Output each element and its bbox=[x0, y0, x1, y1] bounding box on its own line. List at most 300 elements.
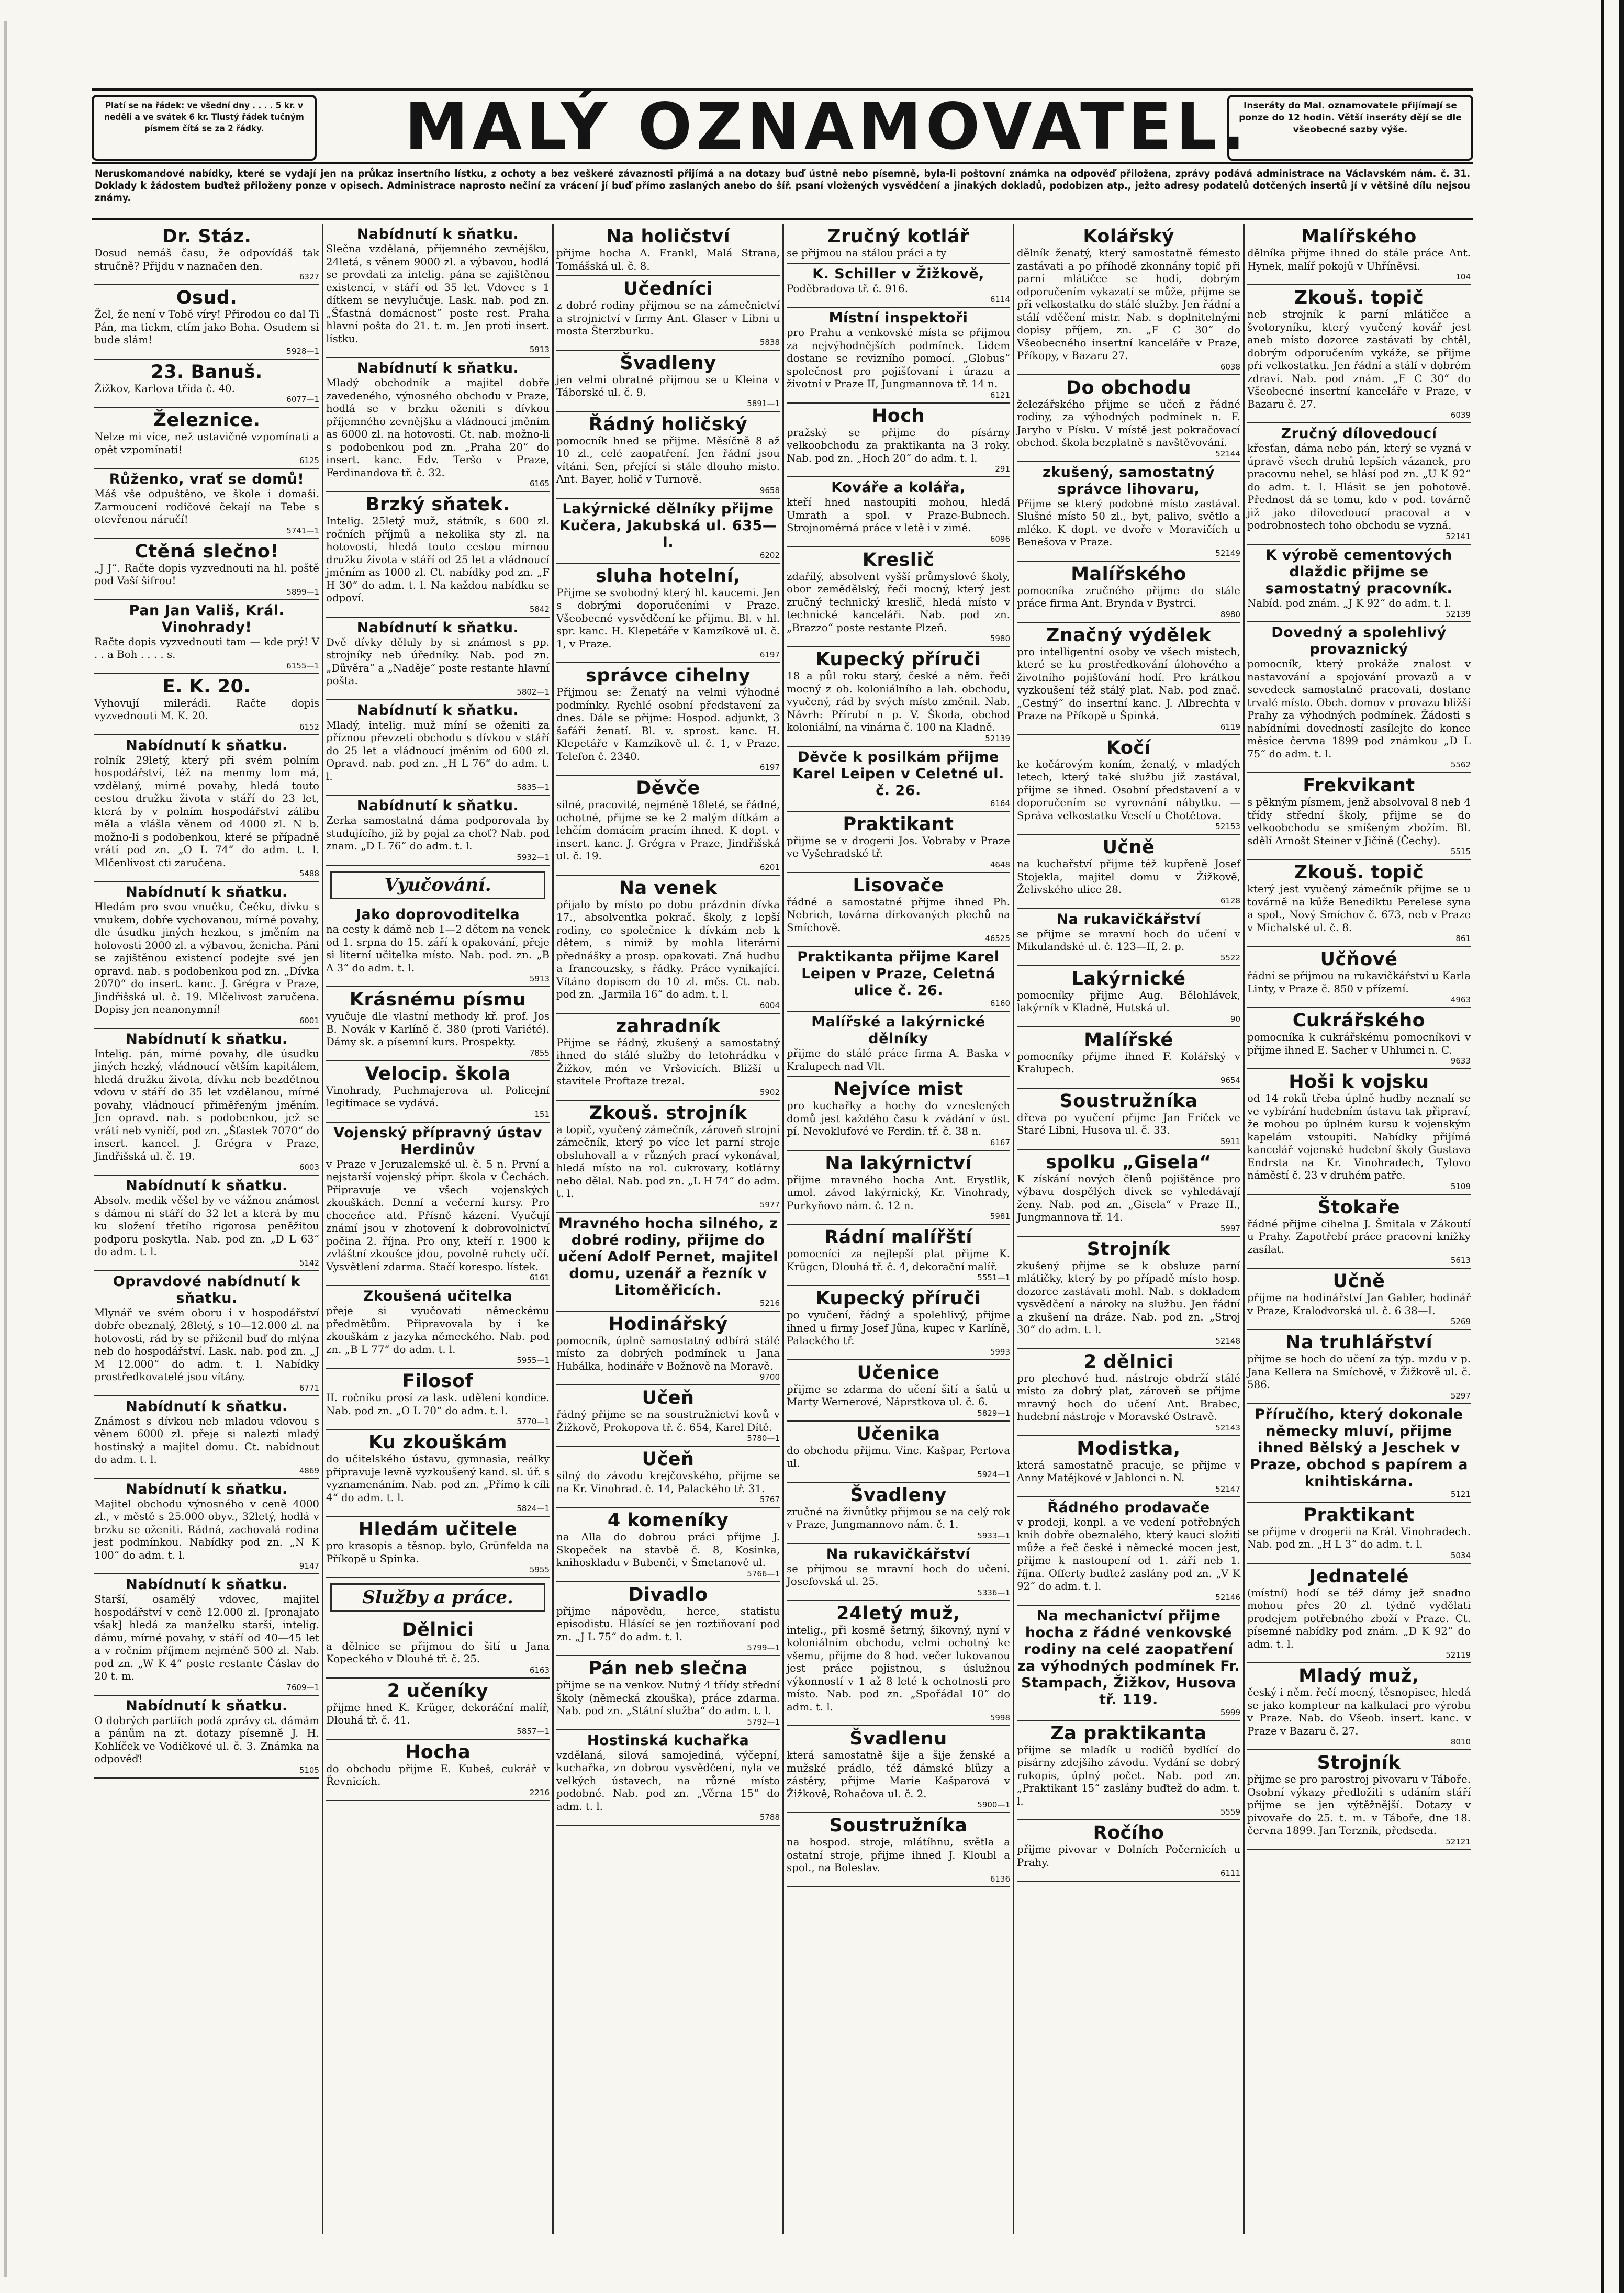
ad-reference-number: 5767 bbox=[759, 1495, 780, 1504]
ad-reference-number: 6202 bbox=[759, 550, 780, 560]
ad-reference-number: 4869 bbox=[299, 1466, 319, 1475]
ad-text: řádní se přijmou na rukavičkářství u Karla Linty, v Praze č. 850 v přízemí. bbox=[1247, 970, 1471, 995]
classified-ad bbox=[1017, 1237, 1240, 1349]
ad-heading: spolku „Gisela“ bbox=[1046, 1151, 1212, 1173]
ad-reference-number: 6136 bbox=[990, 1874, 1010, 1884]
ad-reference-number: 5835—1 bbox=[517, 782, 550, 792]
classified-ad bbox=[94, 735, 319, 882]
ad-reference-number: 5913 bbox=[529, 974, 550, 983]
ad-text: kteří hned nastoupiti mohou, hledá Umrath a spol. v Praze-Bubnech. Strojnoměrná práce v letě i v zimě. bbox=[787, 496, 1010, 534]
classified-ad bbox=[1247, 285, 1471, 423]
ad-heading: Soustružníka bbox=[1059, 1090, 1198, 1112]
classified-ad bbox=[326, 358, 550, 492]
ad-heading: Vojenský přípravný ústav Herdinův bbox=[333, 1124, 542, 1158]
ad-text: Dvě dívky děluly by si známost s pp. strojníky neb úředníky. Nab. pod zn. „Důvěra“ a „Naděje“ poste restante hlavní pošta. bbox=[326, 636, 550, 687]
ad-reference-number: 6201 bbox=[759, 862, 780, 872]
ad-heading: Lisovače bbox=[853, 875, 944, 896]
ad-heading: Kreslič bbox=[862, 549, 935, 571]
ad-text: vzdělaná, silová samojediná, výčepní, kuchařka, zn dobrou vysvědčení, nyla ve velkých ústavech, na různé místo podobné. Nab. pod zn. „Věrna 15“ do adm. t. l. bbox=[556, 1749, 780, 1813]
ad-reference-number: 5034 bbox=[1450, 1550, 1471, 1560]
ad-reference-number: 5488 bbox=[299, 869, 319, 878]
ad-heading: Nabídnutí k sňatku. bbox=[126, 1031, 288, 1047]
ad-text: přijalo by místo po dobu prázdnin dívka 17., absolventka pokrač. školy, z lepší rodiny, co společnice k dívkám neb k dětem, s nimiž by mohla literární přednášky a prosp. opakovati. Zná hudbu a francouzsky, s řádky. Práce vynikající. Vítáno dopisem do 10 zl. měs. Ct. nab. pod zn. „Jarmila 16“ do adm. t. l. bbox=[556, 898, 780, 1000]
ad-reference-number: 7609—1 bbox=[286, 1682, 319, 1692]
ad-reference-number: 9633 bbox=[1450, 1056, 1471, 1066]
classified-ad bbox=[326, 796, 550, 866]
ad-reference-number: 5741—1 bbox=[286, 525, 319, 535]
ad-text: přijme se pro parostroj pivovaru v Táboře. Osobní výkazy předložiti s udáním stáří přijme se jen výtěžnější. Dotazy v pivovaře do 25. t. m. v Táboře, dne 18. června 1899. Jan Terzník, předseda. bbox=[1247, 1773, 1471, 1837]
ad-reference-number: 6119 bbox=[1220, 722, 1240, 732]
ad-reference-number: 5955 bbox=[529, 1565, 550, 1574]
ad-reference-number: 5838 bbox=[759, 337, 780, 347]
ad-text: která samostatně šije a šije ženské a mužské prádlo, též dámské blůzy a zástěry, přijme Marie Kašparová v Žižkově, Rohačova ul. č. 2. bbox=[787, 1749, 1010, 1800]
classified-ad bbox=[1017, 562, 1240, 623]
ad-reference-number: 6114 bbox=[990, 295, 1010, 304]
ad-heading: Učenika bbox=[856, 1423, 940, 1445]
column-4 bbox=[782, 224, 1013, 2234]
classified-ad bbox=[556, 663, 780, 776]
ad-reference-number: 2216 bbox=[529, 1787, 550, 1797]
classified-ad bbox=[326, 1061, 550, 1123]
classified-ad bbox=[1247, 1750, 1471, 1850]
ad-text: Přijme se svobodný který hl. kaucemi. Jen s dobrými doporučeními v Praze. Všeobecné vysvědčení ke přijmu. Bl. v hl. spr. kanc. H. Klepetáře v Kamzíkově ul. č. 1, v Praze. bbox=[556, 586, 780, 650]
ad-heading: Strojník bbox=[1317, 1752, 1401, 1773]
ad-reference-number: 52139 bbox=[1446, 609, 1471, 619]
ad-reference-number: 5899—1 bbox=[286, 587, 319, 597]
ad-reference-number: 291 bbox=[995, 464, 1010, 474]
classified-ad bbox=[1247, 947, 1471, 1008]
classified-ad bbox=[787, 1483, 1010, 1544]
ad-text: z dobré rodiny přijmou se na zámečnictví a strojnictví v firmy Ant. Glaser v Libni u mosta Šterzburku. bbox=[556, 299, 780, 337]
classified-ad bbox=[1017, 1027, 1240, 1089]
ad-text: přeje si vyučovati německému předmětům. Připravovala by i ke zkouškám z jazyka německého. Nab. pod zn. „B L 77“ do adm. t. l. bbox=[326, 1305, 550, 1356]
ad-reference-number: 5766—1 bbox=[747, 1569, 780, 1579]
ad-heading: Učně bbox=[1332, 1271, 1385, 1292]
ad-reference-number: 6111 bbox=[1220, 1869, 1240, 1878]
ad-heading: Učeň bbox=[642, 1388, 695, 1408]
ad-heading: Do obchodu bbox=[1066, 377, 1192, 398]
ad-reference-number: 5857—1 bbox=[517, 1726, 550, 1736]
ad-heading: Nabídnutí k sňatku. bbox=[356, 619, 519, 636]
classified-ad bbox=[556, 1447, 780, 1508]
classified-ad bbox=[94, 1271, 319, 1396]
classified-ad bbox=[1017, 224, 1240, 375]
ad-text: Starší, osamělý vdovec, majitel hospodářství v ceně 12.000 zl. [pronajato však] hledá za manželku starší, intelig. dámu, mírné povahy, v stáří od 40—45 let a v ročním příjmem nejméně 500 zl. Nab. pod zn. „W K 4“ poste restante Čáslav do 20 t. m. bbox=[94, 1593, 319, 1682]
ad-reference-number: 5928—1 bbox=[286, 346, 319, 356]
classified-ad bbox=[556, 564, 780, 664]
ad-heading: Učně bbox=[1102, 837, 1155, 858]
classified-ad bbox=[787, 404, 1010, 478]
ad-heading: Nabídnutí k sňatku. bbox=[126, 737, 288, 754]
ad-heading: Švadleny bbox=[850, 1484, 947, 1506]
ad-reference-number: 5269 bbox=[1450, 1317, 1471, 1326]
ad-heading: Filosof bbox=[402, 1371, 474, 1392]
classified-ad bbox=[94, 1574, 319, 1696]
ad-text: přijme nápovědu, herce, statistu episodistu. Hlásící se jen roztiňovaní pod zn. „J L 75“ do adm. t. l. bbox=[556, 1605, 780, 1643]
ad-heading: Soustružníka bbox=[829, 1815, 968, 1836]
ad-heading: 24letý muž, bbox=[836, 1603, 960, 1624]
ad-text: s pěkným písmem, jenž absolvoval 8 neb 4 třídy střední školy, přijme se do velkoobchodu se smíšeným zbožím. Bl. sdělí Arnošt Steiner v Jičíně (Čechy). bbox=[1247, 796, 1471, 847]
ad-text: přijme do stálé práce firma A. Baska v Kralupech nad Vlt. bbox=[787, 1047, 1010, 1072]
ad-reference-number: 6327 bbox=[299, 272, 319, 282]
column-5 bbox=[1013, 224, 1243, 2234]
ad-heading: Hledám učitele bbox=[358, 1519, 518, 1540]
classified-ad bbox=[1017, 1150, 1240, 1237]
classified-ad bbox=[1017, 1497, 1240, 1606]
classified-ad bbox=[556, 412, 780, 499]
classified-ad bbox=[556, 1656, 780, 1730]
ad-text: přijme se v drogerii Jos. Vobraby v Praze ve Vyšehradské tř. bbox=[787, 834, 1010, 859]
ad-reference-number: 5799—1 bbox=[747, 1643, 780, 1652]
ad-heading: Železnice. bbox=[153, 410, 261, 431]
ad-text: Intelig. 25letý muž, státník, s 600 zl. ročních příjmů a nekolika sty zl. na hotovosti, hledá touto cestou mírnou družku života v stáří od 25 let a vládnoucí jměním as 1000 zl. Ct. nabídky pod zn. „F H 30“ do adm. t. l. Na každou nabídku se odpoví. bbox=[326, 515, 550, 604]
ad-reference-number: 5142 bbox=[299, 1258, 319, 1268]
page-edge-border bbox=[1619, 0, 1624, 2293]
ad-reference-number: 5522 bbox=[1220, 953, 1240, 963]
classified-ad bbox=[556, 1312, 780, 1386]
ad-heading: Strojník bbox=[1087, 1238, 1171, 1260]
ad-heading: Na lakýrnictví bbox=[825, 1153, 972, 1174]
classified-ad bbox=[94, 539, 319, 600]
ad-text: přijme se zdarma do učení šití a šatů u Marty Wernerové, Náprstkova ul. č. 6. bbox=[787, 1383, 1010, 1408]
ad-heading: Malířského bbox=[1071, 563, 1186, 585]
ad-reference-number: 5121 bbox=[1450, 1489, 1471, 1499]
classified-ad bbox=[556, 351, 780, 412]
ad-text: dělník ženatý, který samostatně fémesto zastávati a po příhodě zkonnány topič při parní mlátičce se hodí, dobrým odporučením vykazatí se může, přijme se při velkostatku do stálé služby. Jen řádní a stálí vděčení mistr. Nab. s doplnitelnými dopisy příjem, zn. „F C 30“ do Všeobecného insertní kanceláře v Praze, Příkopy, v Bazaru 27. bbox=[1017, 247, 1240, 362]
classified-ad bbox=[326, 1617, 550, 1679]
ad-heading: Hocha bbox=[405, 1741, 471, 1763]
classified-ad bbox=[556, 276, 780, 351]
ad-text: pomocníka zručného přijme do stále práce firma Ant. Brynda v Bystrci. bbox=[1017, 584, 1240, 609]
classified-ad bbox=[94, 882, 319, 1029]
classified-ad bbox=[1247, 1008, 1471, 1069]
classified-ad bbox=[1247, 860, 1471, 947]
ad-reference-number: 5109 bbox=[1450, 1181, 1471, 1191]
ad-reference-number: 5297 bbox=[1450, 1391, 1471, 1401]
ad-heading: Praktikant bbox=[1303, 1504, 1415, 1526]
ad-text: Mladý obchodník a majitel dobře zavedeného, výnosného obchodu v Praze, hodlá se v brzku oženiti s dívkou příjemného zevnějšku a vládnoucí jměním as 6000 zl. na hotovosti. Ct. nab. možno-li s podobenkou pod zn. „Praha 20“ do insert. kanc. Edv. Teršo v Praze, Ferdinandova tř. č. 32. bbox=[326, 377, 550, 479]
ad-reference-number: 5336—1 bbox=[977, 1587, 1010, 1597]
ad-reference-number: 5842 bbox=[529, 604, 550, 614]
ad-reference-number: 8980 bbox=[1220, 609, 1240, 619]
ad-text: křesťan, dáma nebo pán, který se vyzná v úpravě všech druhů lepších vázanek, pro pracovnu nehel, se hlásí pod zn. „U K 92“ do adm. t. l. Hlásit se jen pohotově. Přednost dá se tomu, kdo v pod. továrně již jako dílovedoucí pracoval a v podrobnostech toho obchodu se vyzná. bbox=[1247, 442, 1471, 531]
ad-heading: Růženko, vrať se domů! bbox=[109, 471, 305, 487]
ad-heading: Zručný kotlář bbox=[827, 226, 969, 247]
ad-text: K získání nových členů pojištěnce pro výbavu dospělých divek se vyhledávají ženy. Nab. pod zn. „Gisela“ v Praze II., Jungmannova tř. 14. bbox=[1017, 1172, 1240, 1223]
classified-ad bbox=[787, 1544, 1010, 1601]
ad-text: Žižkov, Karlova třída č. 40. bbox=[94, 382, 235, 395]
ad-heading: 23. Banuš. bbox=[151, 361, 263, 383]
ad-heading: Jednatelé bbox=[1308, 1565, 1409, 1587]
classified-ad bbox=[787, 947, 1010, 1012]
ad-heading: Ku zkouškám bbox=[368, 1432, 507, 1453]
ad-text: řádné přijme cihelna J. Šmitala v Zákoutí u Prahy. Zapotřebí práce pracovní knižky zasílat. bbox=[1247, 1217, 1471, 1256]
ad-text: dělníka přijme ihned do stále práce Ant. Hynek, malíř pokojů v Uhříněvsi. bbox=[1247, 247, 1471, 272]
classified-ad bbox=[787, 1813, 1010, 1887]
column-6 bbox=[1243, 224, 1473, 2234]
ad-heading: Velocip. škola bbox=[365, 1063, 511, 1084]
section-heading: Vyučování. bbox=[330, 871, 545, 900]
ad-heading: Malířské a lakýrnické dělníky bbox=[811, 1014, 985, 1047]
classified-ad bbox=[787, 647, 1010, 747]
ad-reference-number: 5933—1 bbox=[977, 1530, 1010, 1540]
ad-text: pro krasopis a těsnop. bylo, Grünfelda na Příkopě u Spinka. bbox=[326, 1540, 550, 1565]
ad-text: pomocníka k cukrářskému pomocníkovi v přijme ihned E. Sacher v Uhlumci n. C. bbox=[1247, 1031, 1471, 1056]
ad-heading: K výrobě cementových dlaždic přijme se samostatný pracovník. bbox=[1265, 546, 1453, 597]
ad-heading: Nabídnutí k sňatku. bbox=[126, 884, 288, 900]
ad-heading: Učeň bbox=[642, 1449, 695, 1470]
classified-ad bbox=[1247, 1404, 1471, 1503]
ad-text: na Alla do dobrou práci přijme J. Skopeček na stavbě č. 8, Kosinka, knihoskladu v Bubenči, v Šmetanově ul. bbox=[556, 1531, 780, 1569]
ad-text: Žel, že není v Tobě víry! Přirodou co dal Ti Pán, ma tickm, ctím jako Boha. Osudem si bude slám! bbox=[94, 308, 319, 346]
classified-ad bbox=[787, 812, 1010, 873]
ad-reference-number: 5105 bbox=[299, 1765, 319, 1775]
ad-reference-number: 52143 bbox=[1215, 1423, 1240, 1433]
ad-heading: Mravného hocha silného, z dobré rodiny, přijme do učení Adolf Pernet, majitel domu, uzenář a řezník v Litoměřicích. bbox=[558, 1215, 778, 1299]
ad-text: Mlynář ve svém oboru i v hospodářství dobře obeznalý, 28letý, s 10—12.000 zl. na hotovosti, rád by se přiženil buď do mlýna neb do hospodářství. Lask. nab. pod zn. „J M 12.000“ do adm. t. l. Nabídky prostředkovatelé jsou vítány. bbox=[94, 1306, 319, 1383]
ad-heading: Dr. Stáz. bbox=[162, 226, 252, 247]
ad-text: Vyhovují milerádi. Račte dopis vyzvednouti M. K. 20. bbox=[94, 697, 319, 722]
ad-heading: Nabídnutí k sňatku. bbox=[356, 702, 519, 719]
ad-reference-number: 5924—1 bbox=[977, 1469, 1010, 1479]
classified-ad bbox=[556, 1385, 780, 1447]
classified-ad bbox=[1017, 909, 1240, 966]
ad-heading: Za praktikanta bbox=[1050, 1722, 1207, 1744]
ad-reference-number: 52119 bbox=[1446, 1650, 1471, 1660]
classified-ad bbox=[787, 1151, 1010, 1225]
ad-text: přijme na hodinářství Jan Gabler, hodinář v Praze, Kralodvorská ul. č. 6 38—I. bbox=[1247, 1292, 1471, 1317]
ad-text: která samostatně pracuje, se přijme v Anny Matějkové v Jablonci n. N. bbox=[1017, 1459, 1240, 1484]
classified-ad bbox=[94, 1029, 319, 1176]
ad-heading: K. Schiller v Žižkově, bbox=[812, 265, 984, 282]
ad-reference-number: 52141 bbox=[1446, 531, 1471, 541]
ad-reference-number: 6004 bbox=[759, 1000, 780, 1010]
classified-ad bbox=[1247, 545, 1471, 623]
classified-ad bbox=[1017, 966, 1240, 1027]
classified-ad bbox=[556, 1730, 780, 1826]
ad-heading: Nabídnutí k sňatku. bbox=[356, 360, 519, 376]
ad-reference-number: 5515 bbox=[1450, 847, 1471, 856]
classified-ad bbox=[787, 308, 1010, 404]
ad-reference-number: 6164 bbox=[990, 798, 1010, 808]
classified-ad bbox=[326, 1517, 550, 1578]
classified-ad bbox=[326, 1430, 550, 1517]
classified-ad bbox=[94, 224, 319, 285]
ad-heading: Nabídnutí k sňatku. bbox=[126, 1697, 288, 1714]
classified-ad bbox=[1017, 462, 1240, 562]
classified-ad bbox=[787, 1726, 1010, 1813]
ad-text: na hospod. stroje, mlátíhnu, světla a ostatní stroje, přijme ihned J. Kloubl a spol., na Boleslav. bbox=[787, 1836, 1010, 1874]
classified-ad bbox=[556, 1101, 780, 1213]
ad-text: Známost s dívkou neb mladou vdovou s věnem 6000 zl. přeje si nalezti mladý hostinský a majitel domu. Ct. nabídnout do adm. t. l. bbox=[94, 1415, 319, 1466]
ad-heading: Řádný holičský bbox=[588, 413, 748, 435]
classified-ad bbox=[94, 1479, 319, 1575]
ad-text: ke kočárovým koním, ženatý, v mladých letech, který také službu již zastával, přijme se ihned. Osobní představení a v doporučením se vyrovnání nábytku. — Správa velkostatku Veselí u Chotětova. bbox=[1017, 758, 1240, 822]
ad-reference-number: 6163 bbox=[529, 1665, 550, 1675]
ad-reference-number: 5613 bbox=[1450, 1256, 1471, 1265]
classified-ad bbox=[787, 477, 1010, 547]
classified-ad bbox=[1017, 1436, 1240, 1497]
ad-heading: Zkoušená učitelka bbox=[363, 1288, 513, 1304]
ad-reference-number: 8010 bbox=[1450, 1737, 1471, 1747]
ad-heading: Řádného prodavače bbox=[1047, 1499, 1210, 1516]
ad-heading: Kupecký příruči bbox=[815, 649, 981, 670]
ad-heading: Kováře a kolářa, bbox=[831, 479, 966, 496]
ad-heading: Na rukavičkářství bbox=[826, 1546, 971, 1562]
ad-heading: Lakýrnické dělníky přijme Kučera, Jakubská ul. 635—I. bbox=[559, 500, 777, 551]
classified-ad bbox=[1247, 1663, 1471, 1750]
ad-text: v Praze v Jeruzalemské ul. č. 5 n. První a nejstarší vojenský přípr. škola v Čechách. Připravuje ve všech vojenských zkouškách. Denní a večerní kursy. Pro choceňce atd. Přísně kázení. Vyučují známí jsou v zhotovení k dobrovolnictví počina 2. října. Pro ony, kteří r. 1900 k zvláštní zkoušce jdou, povolně ruhcty učí. Vysvětlení zdarma. Stačí korespo. lístek. bbox=[326, 1158, 550, 1273]
ad-reference-number: 5955—1 bbox=[517, 1356, 550, 1365]
classified-ad bbox=[1017, 1089, 1240, 1150]
ad-reference-number: 4963 bbox=[1450, 995, 1471, 1004]
ad-text: přijme mravného hocha Ant. Erystlik, umol. závod lakýrnický, Kr. Vinohrady, Purkyňovo nám. č. 12 n. bbox=[787, 1173, 1010, 1212]
classified-ad bbox=[787, 224, 1010, 264]
ad-reference-number: 52144 bbox=[1215, 449, 1240, 458]
ad-reference-number: 6077—1 bbox=[286, 395, 319, 404]
ad-heading: zkušený, samostatný správce lihovaru, bbox=[1042, 464, 1215, 497]
ad-text: a dělnice se přijmou do šití u Jana Kopeckého v Dlouhé tř. č. 25. bbox=[326, 1640, 550, 1665]
ad-heading: Praktikant bbox=[843, 813, 954, 835]
classified-ad bbox=[556, 876, 780, 1014]
ad-text: (místní) hodí se též dámy jež snadno mohou přes 20 zl. týdně vydělati prodejem potřebného zboží v Praze. Ct. písemné nabídky pod znám. „D K 92“ do adm. t. l. bbox=[1247, 1586, 1471, 1650]
ad-reference-number: 6096 bbox=[990, 534, 1010, 544]
ad-text: pomocník hned se přijme. Měsíčně 8 až 10 zl., celé zaopatření. Jen řádní jsou vítáni. Sen, přející si stále dlouho místo. Ant. Bayer, holič v Turnově. bbox=[556, 434, 780, 485]
ad-heading: Nabídnutí k sňatku. bbox=[126, 1576, 288, 1593]
ad-reference-number: 9700 bbox=[759, 1372, 780, 1382]
ad-heading: Hoši k vojsku bbox=[1289, 1071, 1429, 1092]
classified-ad bbox=[787, 1601, 1010, 1727]
ad-heading: Pán neb slečna bbox=[588, 1658, 748, 1679]
classified-ad bbox=[94, 674, 319, 735]
ad-reference-number: 6167 bbox=[990, 1137, 1010, 1147]
ad-text: český i něm. řečí mocný, těsnopisec, hledá se jako kompteur na kalkulaci pro výrobu v Praze. Nab. do Všeob. insert. kanc. v Praze v Bazaru č. 27. bbox=[1247, 1686, 1471, 1737]
ad-reference-number: 5999 bbox=[1220, 1707, 1240, 1717]
ad-text: Absolv. medik věšel by ve vážnou známost s dámou ni stáří do 32 let a která by mu ku složení třetího rigorosa peněžitou podporu poskytla. Nab. pod zn. „D L 63“ do adm. t. l. bbox=[94, 1194, 319, 1258]
ad-heading: Nabídnutí k sňatku. bbox=[126, 1481, 288, 1497]
classified-ad bbox=[1247, 1330, 1471, 1404]
ad-reference-number: 6165 bbox=[529, 479, 550, 488]
ad-text: který jest vyučený zámečník přijme se u továrně na kůže Benediktu Perelese syna a spol., Nový Smíchov č. 673, neb v Praze v Michalské ul. č. 8. bbox=[1247, 883, 1471, 934]
ad-heading: Jako doprovoditelka bbox=[355, 907, 520, 923]
ad-text: jen velmi obratné přijmou se u Kleina v Táborské ul. č. 9. bbox=[556, 373, 780, 398]
ad-reference-number: 5981 bbox=[990, 1212, 1010, 1221]
ad-text: silný do závodu krejčovského, přijme se na Kr. Vinohrad. č. 14, Palackého tř. 31. bbox=[556, 1470, 780, 1495]
ad-heading: Nejvíce mist bbox=[833, 1079, 964, 1100]
ad-text: a topič, vyučený zámečník, zároveň strojní zámečník, který po více let parní stroje obsluhovall a v různých prací vykonával, hledá místo na rol. cukrovary, kotlárny nebo dělal. Nab. pod zn. „L H 74“ do adm. t. l. bbox=[556, 1123, 780, 1200]
ad-reference-number: 5562 bbox=[1450, 760, 1471, 769]
classified-ad bbox=[1247, 1564, 1471, 1664]
ad-text: v prodeji, konpl. a ve vedení potřebných knih dobře obeznalého, který kauci složiti může a řeč české i německé mocen jest, přijme k nastoupení od 1. září neb 1. října. Offerty buďtež zaslány pod zn. „V K 92“ do adm. t. l. bbox=[1017, 1516, 1240, 1592]
ad-reference-number: 9658 bbox=[759, 485, 780, 495]
classified-ad bbox=[1247, 1069, 1471, 1195]
classified-ad bbox=[556, 776, 780, 876]
ad-heading: Krásnému písmu bbox=[349, 989, 527, 1010]
ad-heading: Pan Jan Vališ, Král. Vinohrady! bbox=[129, 602, 285, 635]
classified-ad bbox=[1017, 1820, 1240, 1882]
ad-reference-number: 5911 bbox=[1220, 1136, 1240, 1146]
ad-heading: Lakýrnické bbox=[1071, 968, 1186, 989]
classified-ad bbox=[326, 1369, 550, 1430]
ad-text: pomocník, úplně samostatný odbírá stálé místo za dobrých podmínek u Jana Hubálka, hodináře v Božnově na Moravě. bbox=[556, 1334, 780, 1372]
classified-ad bbox=[1247, 1269, 1471, 1330]
ad-text: do obchodu přijme E. Kubeš, cukrář v Řevnicích. bbox=[326, 1762, 550, 1787]
ad-heading: Nabídnutí k sňatku. bbox=[126, 1178, 288, 1194]
ad-heading: 4 komeníky bbox=[607, 1510, 729, 1531]
ad-reference-number: 5900—1 bbox=[977, 1800, 1010, 1809]
classified-ad bbox=[1017, 1349, 1240, 1436]
classified-ad bbox=[787, 1360, 1010, 1422]
ad-text: Zerka samostatná dáma podporovala by studujícího, jíž by pojal za choť? Nab. pod znam. „D L 76“ do adm. t. l. bbox=[326, 814, 550, 852]
ad-heading: Frekvikant bbox=[1303, 775, 1415, 796]
ad-heading: Značný výdělek bbox=[1046, 624, 1211, 646]
administration-notice: Neruskomandové nabídky, které se vydají jen na průkaz insertního lístku, z ochoty a bez veškeré závaznosti přijímá a na dotazy buď ústně nebo písemně, byla-li poštovní známka na odpověď přiložena, zprávy podává administrace na Václavském nám. č. 31. Doklady k žádostem buďtež přiloženy ponze v opisech. Administrace naprosto nečiní za vrácení jí buď přímo zaslaných anebo do šíř. psaní vložených vysvědčení a jinakých dokladů, podobizen atp., ježto adresy podatelů dotčených insertů jí v většině dílu nejsou známy. bbox=[92, 167, 1473, 220]
section-heading: Služby a práce. bbox=[330, 1583, 545, 1612]
ad-text: Přijmou se: Ženatý na velmi výhodné podmínky. Rychlé osobní představení za dnes. Dále se přijme: Hospod. adjunkt, 3 šafáři ženatí. Bl. v. sprost. kanc. H. Klepetáře v Kamzíkově ul. č. 1, v Praze. Telefon č. 2340. bbox=[556, 686, 780, 763]
ad-text: Přijme se řádný, zkušený a samostatný ihned do stálé služby do letohrádku v Žižkov, mén ve Vršovicích. Bližší u stavitele Proftaze trezal. bbox=[556, 1036, 780, 1087]
ad-reference-number: 5216 bbox=[759, 1298, 780, 1308]
column-2 bbox=[322, 224, 552, 2234]
ad-reference-number: 6039 bbox=[1450, 410, 1471, 420]
ad-heading: Švadleny bbox=[620, 352, 716, 374]
classified-ad bbox=[94, 1396, 319, 1479]
ad-text: rolník 29letý, který při svém polním hospodářství, též na menmy lom má, vzdělaný, mírné povahy, hledá touto cestou družku života v stáří do 23 let, která by v polním hospodářství zálibu měla a vlášla věnem od 4000 zl. N b. možno-li s podobenkou, které se případně vrátí pod zn. „O L 74“ do adm. t. l. Mlčenlivost cti zaručena. bbox=[94, 754, 319, 869]
ad-text: neb strojník k parní mlátičce a švotoryníku, který vyučený kovář jest aneb místo dozorce zastávati by chtěl, dobrým odporučením vykáže, se přijme při velkostatku. Jen řádní a stálí v dobrém zdraví. Nab. pod znám. „F C 30“ do Všeobecné insertní kanceláře v Praze, v Bazaru č. 27. bbox=[1247, 308, 1471, 410]
ad-text: pro Prahu a venkovské místa se přijmou za nejvýhodnějších podmínek. Lidem dostane se revizního pomocí. „Globus“ společnost pro pojišťovaní i úrazu a životní v Praze II, Jungmannova tř. 14 n. bbox=[787, 327, 1010, 390]
ad-heading: Opravdové nabídnutí k sňatku. bbox=[113, 1273, 301, 1306]
inserts-box: Inseráty do Mal. oznamovatele přijímají se ponze do 12 hodin. Větší inseráty dějí se dle všeobecné sazby výše. bbox=[1227, 95, 1473, 161]
ad-heading: Malířského bbox=[1301, 226, 1417, 247]
ad-reference-number: 6003 bbox=[299, 1162, 319, 1172]
classified-ad bbox=[787, 1012, 1010, 1077]
ad-reference-number: 6128 bbox=[1220, 896, 1240, 905]
ad-text: po vyučení, řádný a spolehlivý, přijme ihned u firmy Josef Jůna, kupec v Karlíně, Palackého tř. bbox=[787, 1309, 1010, 1347]
classified-ad bbox=[94, 285, 319, 360]
ad-text: pomocník, který prokáže znalost v nastavování a spojování provazů a v sevedeck samostatně pracovati, dostane trvalé místo. Obch. domov v provazu bližší Prahy za výhodných podmínek. Žádosti s nabídními dovedností zasílejte do konce měsíce června 1899 pod známkou „D L 75“ do adm. t. l. bbox=[1247, 658, 1471, 760]
ad-text: 18 a půl roku starý, české a něm. řeči mocný z ob. koloniálního a lah. obchodu, vyučený, rád by svých místo změnil. Nab. Návrh: Přírubí n p. V. Škoda, obchod koloniální, na vinárna č. 100 na Kladně. bbox=[787, 670, 1010, 733]
ad-text: II. ročníku prosí za lask. udělení kondice. Nab. pod zn. „O L 70“ do adm. t. l. bbox=[326, 1392, 550, 1417]
classified-ad bbox=[556, 1014, 780, 1101]
ad-text: Slečna vzdělaná, příjemného zevnějšku, 24letá, s věnem 9000 zl. a výbavou, hodlá se provdati za intelig. pána se zajištěnou existencí, v stáří od 35 let. Vdovec s 1 dítkem se nevylučuje. Lask. nab. pod zn. „Šťastná domácnost“ poste rest. Praha hlavní pošta do 21. t. m. Jen proti insert. lístku. bbox=[326, 243, 550, 345]
classified-ad bbox=[787, 1225, 1010, 1286]
ad-reference-number: 52146 bbox=[1215, 1592, 1240, 1602]
ad-text: Nelze mi více, než ustavičně vzpomínati a opět vzpomínati! bbox=[94, 431, 319, 456]
ad-heading: Na holičství bbox=[606, 226, 731, 247]
ad-heading: Rádní malířští bbox=[824, 1227, 972, 1248]
classified-ad bbox=[556, 1508, 780, 1582]
ad-reference-number: 90 bbox=[1230, 1014, 1240, 1024]
ad-reference-number: 5932—1 bbox=[517, 852, 550, 862]
classified-ad bbox=[556, 1582, 780, 1657]
ad-heading: Mladý muž, bbox=[1298, 1665, 1419, 1686]
ad-reference-number: 7855 bbox=[529, 1048, 550, 1058]
ad-heading: Dělnici bbox=[401, 1619, 474, 1640]
ad-heading: Praktikanta přijme Karel Leipen v Praze, Celetná ulice č. 26. bbox=[797, 949, 1000, 999]
ad-reference-number: 6121 bbox=[990, 390, 1010, 400]
ad-reference-number: 5551—1 bbox=[977, 1273, 1010, 1282]
ad-reference-number: 4648 bbox=[990, 859, 1010, 869]
ad-reference-number: 52121 bbox=[1446, 1837, 1471, 1847]
ad-heading: Modistka, bbox=[1077, 1438, 1181, 1459]
ad-heading: Učedníci bbox=[623, 278, 713, 299]
ad-text: do obchodu přijmu. Vinc. Kašpar, Pertova ul. bbox=[787, 1444, 1010, 1469]
ad-reference-number: 6125 bbox=[299, 456, 319, 465]
ad-text: pomocníci za nejlepší plat přijme K. Krügcn, Dlouhá tř. č. 4, dekorační malíř. bbox=[787, 1248, 1010, 1273]
ad-text: do učitelského ústavu, gymnasia, reálky připravuje levně vyzkoušený kand. sl. úř. s vyznamenáním. Nab. pod zn. „Přímo k cíli 4“ do adm. t. l. bbox=[326, 1453, 550, 1504]
ad-text: Vinohrady, Puchmajerova ul. Policejní legitimace se vydává. bbox=[326, 1084, 550, 1109]
ad-reference-number: 5891—1 bbox=[747, 398, 780, 408]
ad-reference-number: 5770—1 bbox=[517, 1417, 550, 1426]
